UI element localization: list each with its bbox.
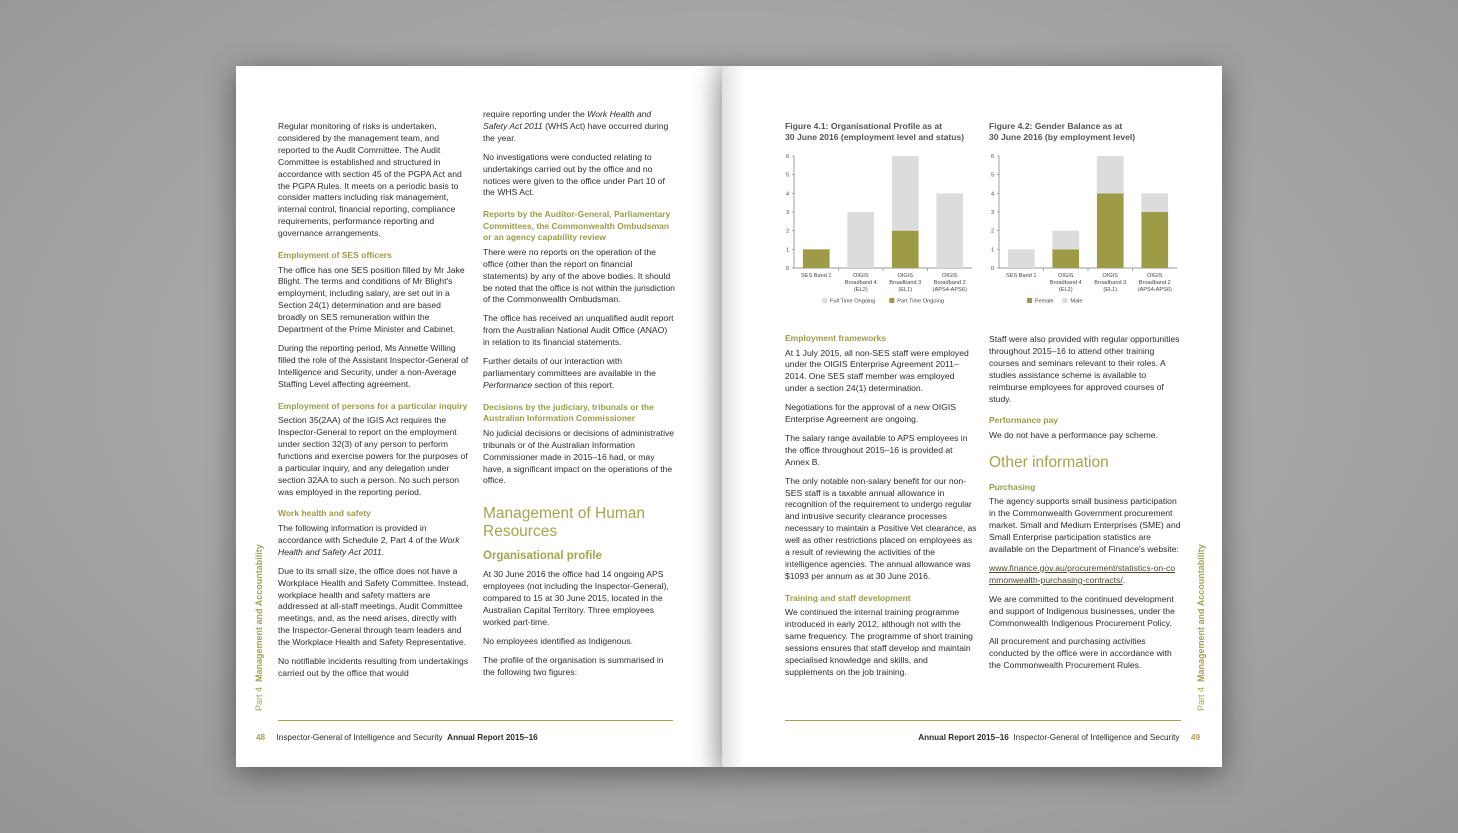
x-tick-label: (EL2) (1058, 287, 1073, 293)
side-running-head (254, 544, 264, 711)
page-gutter-shadow (722, 66, 744, 767)
x-tick-label: OIGIS (1102, 273, 1119, 279)
footer-rule (785, 720, 1181, 721)
bar-full-time-ongoing (892, 156, 919, 231)
x-tick-label: Broadband 2 (1138, 280, 1171, 286)
part-title: Management and Accountability (254, 544, 264, 682)
gender-balance-chart (987, 148, 1187, 318)
bar-female (1052, 249, 1079, 268)
x-tick-label: (APS4-APS6) (932, 287, 967, 293)
x-tick-label: OIGIS (1146, 273, 1163, 279)
heading-management-hr: Management of Human Resources (483, 505, 645, 541)
text: Further details of our interaction with parliamentary committees are available in the (483, 356, 656, 378)
text: . (1122, 574, 1126, 585)
figure-1-title (785, 121, 985, 143)
paragraph: Due to its small size, the office does not have a Workplace Health and Safety Committee. Instead, workplace health and safety matters are addressed at all-staff meetings, Audit Committee meetings, and, as the need arises, directly with the Inspector-General through team leaders and the Workplace Health and Safety Representative. (278, 565, 469, 648)
footer-title: Inspector-General of Intelligence and Security (276, 733, 443, 742)
x-tick-label: (APS4-APS6) (1137, 287, 1172, 293)
paragraph: The office has one SES position filled by Mr Jake Blight. The terms and conditions of Mr Blight's employment, including salary, are set out in a Section 24(1) determination and are based broadly on SES remuneration within the Department of the Prime Minister and Cabinet. (278, 264, 465, 335)
heading-training: Training and staff development (785, 592, 911, 603)
footer (918, 733, 1200, 743)
act-title: Work Health and Safety Act 2011 (483, 109, 652, 131)
paragraph (483, 356, 675, 392)
bar-female (1141, 212, 1168, 268)
x-tick-label: Broadband 4 (844, 280, 877, 286)
y-tick-label: 1 (990, 247, 994, 254)
legend-swatch (889, 298, 894, 303)
legend-swatch (1062, 298, 1067, 303)
heading-other-information: Other information (989, 453, 1109, 471)
footer-rule (278, 720, 673, 721)
text: (WHS Act) have occurred during the year. (483, 120, 669, 143)
text: . (381, 546, 385, 557)
bar-full-time-ongoing (847, 212, 874, 268)
bar-male (1008, 249, 1035, 268)
y-tick-label: 3 (990, 210, 994, 216)
paragraph: Staff were also provided with regular opportunities throughout 2015–16 to attend other training courses and seminars relevant to their roles. A studies assistance scheme is available to reimburse employees for approved courses of study. (989, 334, 1180, 404)
x-tick-label: OIGIS (1057, 273, 1074, 279)
x-tick-label: Broadband 3 (1094, 280, 1127, 286)
figure-2-title (989, 121, 1189, 143)
y-tick-label: 4 (785, 191, 789, 198)
paragraph (989, 563, 1181, 587)
text: require reporting under the (483, 109, 588, 119)
bar-male (1141, 193, 1168, 212)
page-number: 49 (1190, 733, 1200, 742)
footer-title: Inspector-General of Intelligence and Security (1013, 733, 1180, 742)
heading-ses: Employment of SES officers (278, 250, 392, 261)
paragraph: Regular monitoring of risks is undertaken, considered by the management team, and reported to the Audit Committee. The Audit Committee is established and structured in accordance with section 45 of the PGPA Act and the PGPA Rules. It meets on a periodic basis to consider matters including risk management, internal control, financial reporting, compliance requirements, performance reporting and governance arrangements. (278, 121, 462, 239)
text: section of this report. (532, 379, 615, 390)
figure-title-line: 30 June 2016 (employment level and status) (785, 132, 965, 142)
side-running-head (1196, 544, 1206, 711)
footer (256, 733, 538, 743)
y-tick-label: 2 (990, 228, 994, 235)
y-tick-label: 6 (785, 154, 789, 160)
y-tick-label: 5 (990, 172, 994, 179)
left-page (236, 66, 722, 767)
bar-full-time-ongoing (936, 193, 963, 268)
paragraph: We do not have a performance pay scheme. (989, 429, 1158, 440)
footer-report: Annual Report 2015–16 (918, 733, 1009, 742)
paragraph: The only notable non-salary benefit for our non-SES staff is a taxable annual allowance in recognition of the requirement to undergo regular and intrusive security clearance processes necessary to maintain a Positive Vet clearance, as well as other restrictions placed on employees as a result of reviewing the activities of the intelligence agencies. The annual allowance was $1093 per annum as at 30 June 2016. (785, 475, 977, 581)
section-name: Performance (483, 379, 533, 390)
y-tick-label: 6 (990, 154, 994, 160)
paragraph: The salary range available to APS employees in the office throughout 2015–16 is provided at Annex B. (785, 432, 968, 467)
heading-purchasing: Purchasing (989, 481, 1036, 492)
x-tick-label: (EL2) (853, 287, 868, 293)
figure-title-line: 30 June 2016 (by employment level) (989, 132, 1136, 142)
right-column-1 (785, 333, 977, 686)
paragraph: We continued the internal training programme introduced in early 2012, although not with the same frequency. The programme of short training sessions ensures that staff develop and maintain specialised knowledge and skills, and supplements on the job training. (785, 607, 973, 677)
heading-frameworks: Employment frameworks (785, 333, 887, 343)
part-label: Part 4 (1196, 686, 1206, 711)
paragraph: There were no reports on the operation of the office (other than the report on financial statements) by any of the above bodies. It should be noted that the office is not within the jurisdiction of the Commonwealth Ombudsman. (483, 246, 675, 305)
bar-male (1097, 156, 1124, 193)
heading-auditor: Reports by the Auditor-General, Parliamentary Committees, the Commonwealth Ombudsman or an agency capability review (483, 209, 671, 243)
paragraph: No judicial decisions or decisions of administrative tribunals or of the Australian Information Commissioner made in 2015–16 had, or may have, a significant impact on the operations of the office. (483, 427, 675, 486)
legend-label: Male (1070, 298, 1083, 305)
paragraph (483, 109, 675, 145)
paragraph: The agency supports small business participation in the Commonwealth Government procurement market. Small and Medium Enterprises (SME) and Small Enterprise participation statistics are available on the Department of Finance's website: (989, 496, 1181, 554)
paragraph: No notifiable incidents resulting from undertakings carried out by the office that would (278, 656, 469, 678)
x-tick-label: OIGIS (852, 273, 869, 279)
x-tick-label: Broadband 3 (889, 280, 922, 286)
legend-label: Full Time Ongoing (830, 298, 876, 305)
paragraph: Negotiations for the approval of a new OIGIS Enterprise Agreement are ongoing. (785, 402, 957, 425)
bar-female (1097, 193, 1124, 268)
bar-male (1052, 231, 1079, 250)
paragraph: No investigations were conducted relating to undertakings carried out by the office and no notices were given to the office under Part 10 of the WHS Act. (483, 151, 665, 198)
legend-label: Female (1035, 298, 1054, 305)
organisational-profile-chart (782, 148, 982, 318)
finance-website-link[interactable]: www.finance.gov.au/procurement/statistics-on-commonwealth-purchasing-contracts/ (989, 562, 1176, 585)
page-gutter-shadow (700, 66, 722, 767)
footer-report: Annual Report 2015–16 (447, 733, 538, 742)
x-tick-label: (EL1) (898, 287, 913, 293)
right-page (722, 66, 1222, 767)
legend-swatch (1027, 298, 1032, 303)
y-tick-label: 4 (990, 191, 994, 198)
y-tick-label: 5 (785, 172, 789, 179)
page-number: 48 (256, 733, 266, 742)
heading-inquiry: Employment of persons for a particular inquiry (278, 400, 468, 411)
heading-org-profile: Organisational profile (483, 550, 602, 563)
heading-performance-pay: Performance pay (989, 415, 1058, 426)
act-title: Work Health and Safety Act 2011 (278, 534, 460, 557)
paragraph: We are committed to the continued development and support of Indigenous businesses, under the Commonwealth Indigenous Procurement Policy. (989, 593, 1175, 628)
y-tick-label: 1 (785, 247, 789, 254)
part-label: Part 4 (254, 686, 264, 711)
paragraph: During the reporting period, Ms Annette Willing filled the role of the Assistant Inspector-General of Intelligence and Security, under a non-Average Staffing Level affecting agreement. (278, 343, 469, 389)
paragraph (278, 523, 470, 559)
y-tick-label: 3 (785, 210, 789, 216)
heading-whs: Work health and safety (278, 508, 371, 519)
paragraph: Section 35(2AA) of the IGIS Act requires the Inspector-General to report on the employment under section 32(3) of any person to perform functions and exercise powers for the purposes of a particular inquiry, and any delegation under section 32AA to such a person. No such person was employed in the reporting period. (278, 415, 468, 497)
x-tick-label: OIGIS (897, 273, 914, 279)
x-tick-label: (EL1) (1103, 287, 1118, 293)
paragraph: All procurement and purchasing activities conducted by the office were in accordance with the Commonwealth Procurement Rules. (989, 636, 1172, 671)
figure-title-line: Figure 4.2: Gender Balance as at (989, 121, 1123, 131)
left-column-2 (483, 109, 675, 686)
x-tick-label: SES Band 1 (1006, 273, 1037, 279)
paragraph: No employees identified as Indigenous. (483, 635, 634, 646)
right-column-2 (989, 334, 1181, 679)
x-tick-label: Broadband 4 (1049, 280, 1082, 286)
paragraph: At 30 June 2016 the office had 14 ongoing APS employees (not including the Inspector-General), compared to 15 at 30 June 2015, located in the Australian Capital Territory. Three employees worked part-time. (483, 569, 669, 627)
left-column-1 (278, 121, 470, 687)
y-tick-label: 0 (785, 266, 789, 272)
legend-label: Part Time Ongoing (897, 298, 944, 305)
part-title: Management and Accountability (1196, 544, 1206, 682)
bar-part-time-ongoing (892, 231, 919, 268)
y-tick-label: 2 (785, 228, 789, 235)
paragraph: The office has received an unqualified audit report from the Australian National Audit Office (ANAO) in relation to its financial statements. (483, 313, 674, 348)
text: The following information is provided in accordance with Schedule 2, Part 4 of the (278, 522, 440, 545)
paragraph: At 1 July 2015, all non-SES staff were employed under the OIGIS Enterprise Agreement 2011–2014. One SES staff member was employed under a section 24(1) determination. (785, 347, 969, 394)
bar-part-time-ongoing (803, 249, 830, 268)
heading-judiciary: Decisions by the judiciary, tribunals or the Australian Information Commissioner (483, 401, 654, 424)
paragraph: The profile of the organisation is summarised in the following two figures: (483, 654, 664, 677)
figure-title-line: Figure 4.1: Organisational Profile as at (785, 121, 943, 131)
x-tick-label: OIGIS (941, 273, 958, 279)
y-tick-label: 0 (990, 266, 994, 272)
x-tick-label: Broadband 2 (933, 280, 966, 286)
legend-swatch (822, 298, 827, 303)
x-tick-label: SES Band 1 (801, 273, 832, 279)
